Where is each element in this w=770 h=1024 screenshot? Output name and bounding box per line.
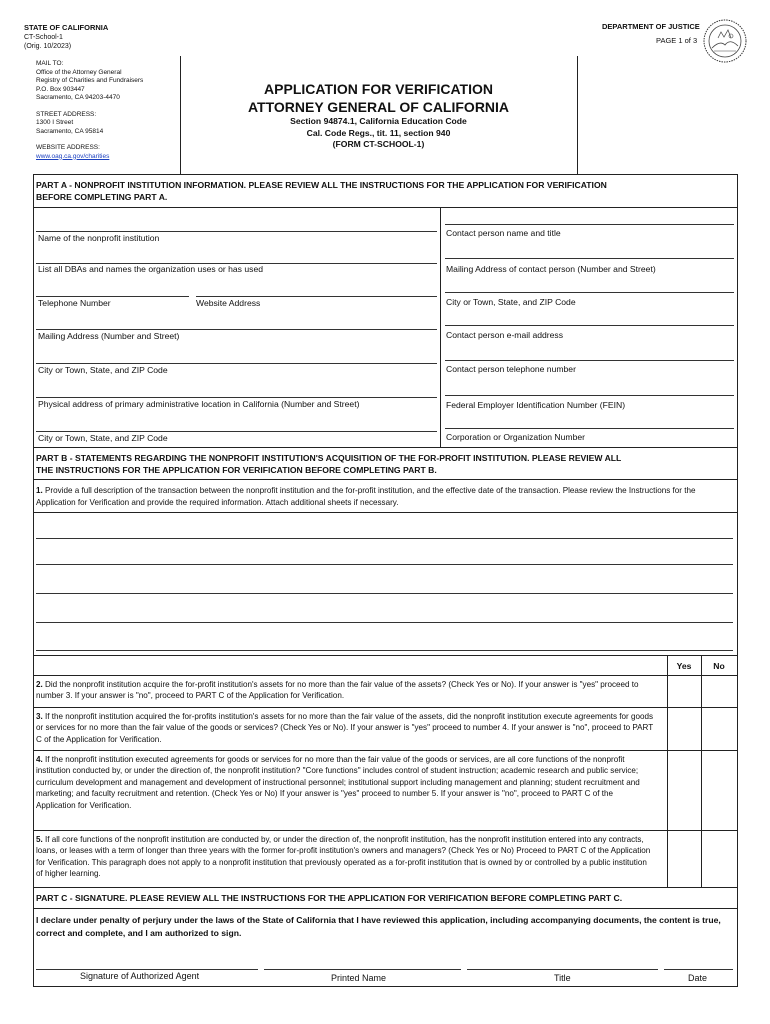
state-label: STATE OF CALIFORNIA [24,23,109,32]
no-column-header: No [713,661,725,671]
field-label-fein: Federal Employer Identification Number (FEIN) [446,400,626,410]
mail-line: Registry of Charities and Fundraisers [36,77,144,84]
part-b-heading-line: THE INSTRUCTIONS FOR THE APPLICATION FOR VERIFICATION BEFORE COMPLETING PART B. [36,465,437,475]
mail-to-block [36,60,143,161]
printed-name-label: Printed Name [331,973,387,983]
yes-column-header: Yes [676,661,692,671]
website-link[interactable]: www.oag.ca.gov/charities [36,152,110,160]
street-line: 1300 I Street [36,119,74,126]
department-label: DEPARTMENT OF JUSTICE [602,22,700,31]
field-label-dbas: List all DBAs and names the organization uses or has used [38,264,263,274]
question-number: 2. [36,680,43,689]
part-a-heading-line: PART A - NONPROFIT INSTITUTION INFORMATION. PLEASE REVIEW ALL THE INSTRUCTIONS FOR THE APPLICATION FOR VERIFICATION [36,180,607,190]
question-4 [36,754,654,811]
question-text: If the nonprofit institution acquired the for-profits institution's assets for no more than the fair value of the assets, did the nonprofit institution execute agreements for goods or services for no more than the fair value of the goods or services? (Check Yes or No). If your answer is "yes" proceed to number 4. If your answer is "no", proceed to PART C of the Application for Verification. [36,712,654,744]
question-3 [36,711,654,745]
question-2 [36,679,654,702]
field-label-contact-telephone: Contact person telephone number [446,364,576,374]
field-label-contact-city-state-zip: City or Town, State, and ZIP Code [446,297,576,307]
q5-no-checkbox[interactable] [702,831,736,887]
field-label-contact-name-title: Contact person name and title [446,228,561,238]
q2-no-checkbox[interactable] [702,676,736,707]
question-1 [36,485,732,508]
title-line-2: ATTORNEY GENERAL OF CALIFORNIA [247,99,510,115]
field-label-telephone: Telephone Number [38,298,111,308]
q4-yes-checkbox[interactable] [668,751,700,830]
street-address-label: STREET ADDRESS: [36,110,97,118]
mail-line: P.O. Box 903447 [36,85,85,93]
form-subtitle [180,116,577,151]
state-seal-icon [702,18,748,64]
subtitle-line-2: Cal. Code Regs., tit. 11, section 940 [306,127,451,138]
part-b-heading-line: PART B - STATEMENTS REGARDING THE NONPROFIT INSTITUTION'S ACQUISITION OF THE FOR-PROFIT INSTITUTION. PLEASE REVIEW ALL [36,453,622,463]
date-label: Date [688,973,708,983]
part-a-heading-line: BEFORE COMPLETING PART A. [36,192,168,202]
field-label-physical-city-state-zip: City or Town, State, and ZIP Code [38,433,168,443]
question-number: 3. [36,712,43,721]
declaration-text: I declare under penalty of perjury under the laws of the State of California that I have reviewed this application, including accompanying documents, the content is true, correct and complete, and I am authorized to sign. [36,915,721,938]
field-label-contact-email: Contact person e-mail address [446,330,564,340]
form-id: CT-School-1 [24,34,63,41]
form-orig-date: (Orig. 10/2023) [24,43,72,50]
website-address-label: WEBSITE ADDRESS: [36,144,100,151]
question-text: If the nonprofit institution executed agreements for goods or services for no more than the fair value of the goods or services, are all core functions of the nonprofit institution conducted by, or under the direction of, the nonprofit institution? "Core functions" includes control of student instruction; academic research and public service; curriculum development and management and development of instructional personnel; institutional support including management and planning; student recruitment and marketing; and faculty recruitment and retention. (Check Yes or No) If your answer is "yes" proceed to number 5. If your answer is "no", proceed to PART C of the Application for Verification. [36,755,640,810]
subtitle-line-3: (FORM CT-SCHOOL-1) [332,139,425,149]
question-number: 1. [36,486,43,495]
question-number: 5. [36,835,43,844]
field-label-corporation-number: Corporation or Organization Number [446,432,585,442]
part-a-heading [36,179,607,203]
q3-yes-checkbox[interactable] [668,708,700,750]
q3-no-checkbox[interactable] [702,708,736,750]
signature-label: Signature of Authorized Agent [80,971,200,981]
question-text: If all core functions of the nonprofit institution are conducted by, or under the direction of, the nonprofit institution, has the nonprofit institution entered into any contracts, loans, or leases with a term of longer than three years with the former for-profit institution's owners and managers? (Check Yes or No) Proceed to PART C of the Application for Verification. This paragraph does not apply to a nonprofit institution that previously operated as a for-profit institution that is owned by or controlled by a public institution of higher learning. [36,835,651,879]
field-label-city-state-zip: City or Town, State, and ZIP Code [38,365,168,375]
q2-yes-checkbox[interactable] [668,676,700,707]
subtitle-line-1: Section 94874.1, California Education Code [290,116,467,126]
part-c-heading: PART C - SIGNATURE. PLEASE REVIEW ALL THE INSTRUCTIONS FOR THE APPLICATION FOR VERIFICATION BEFORE COMPLETING PART C. [36,893,623,903]
field-label-mailing-address: Mailing Address (Number and Street) [38,331,180,341]
field-label-website: Website Address [196,298,261,308]
field-label-institution-name: Name of the nonprofit institution [38,233,160,243]
page-number: PAGE 1 of 3 [656,36,698,45]
title-label: Title [554,973,571,983]
mail-line: Office of the Attorney General [36,68,122,76]
question-text: Provide a full description of the transaction between the nonprofit institution and the for-profit institution, and the effective date of the transaction. Please review the Instructions for the Application for Verification and provide the required information. Attach additional sheets if necessary. [36,486,696,507]
mail-to-label: MAIL TO: [36,60,64,67]
form-title [180,80,577,116]
field-label-contact-mailing-address: Mailing Address of contact person (Number and Street) [446,264,656,274]
mail-line: Sacramento, CA 94203-4470 [36,94,120,101]
question-text: Did the nonprofit institution acquire the for-profit institution's assets for no more than the fair value of the assets? (Check Yes or No). If your answer is "yes" proceed to number 3. If your answer is "no", proceed to PART C of the Application for Verification. [36,680,639,701]
title-line-1: APPLICATION FOR VERIFICATION [264,81,493,97]
part-b-heading [36,452,621,476]
q4-no-checkbox[interactable] [702,751,736,830]
question-number: 4. [36,755,43,764]
field-label-physical-address: Physical address of primary administrative location in California (Number and Street) [38,399,360,409]
question-5 [36,834,654,880]
street-line: Sacramento, CA 95814 [36,127,104,135]
q5-yes-checkbox[interactable] [668,831,700,887]
